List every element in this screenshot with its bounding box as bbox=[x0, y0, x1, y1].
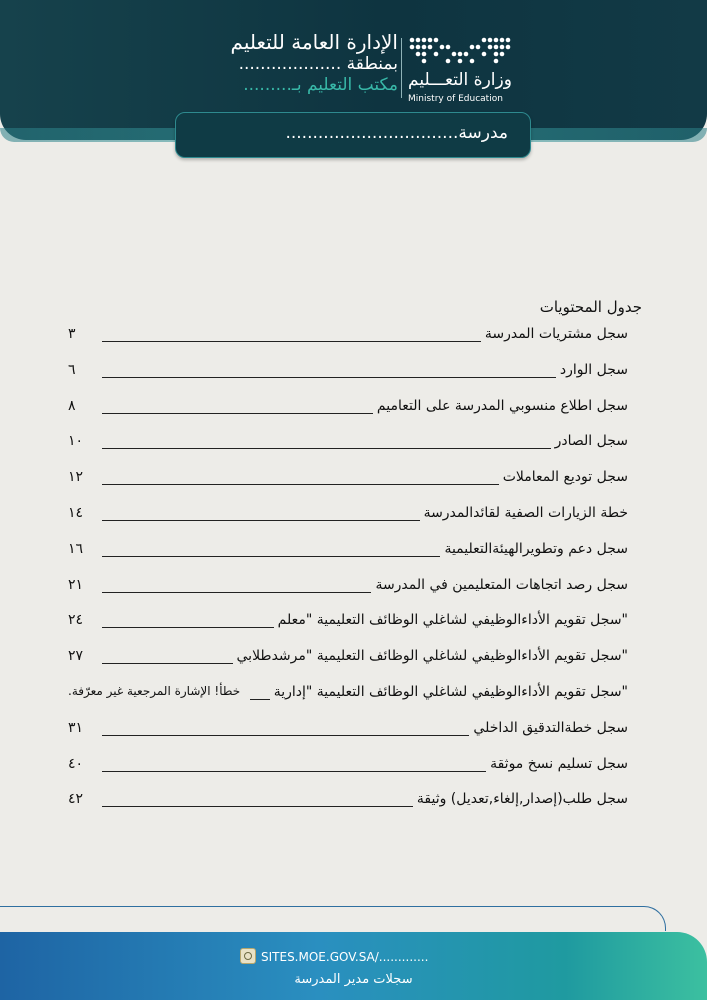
toc-entry-label: سجل مشتريات المدرسة bbox=[484, 326, 628, 342]
header-divider bbox=[401, 38, 402, 98]
toc-entry-label: سجل توديع المعاملات bbox=[502, 469, 628, 485]
toc-entry-page: ٢١ bbox=[68, 577, 84, 593]
toc-entry[interactable] bbox=[68, 791, 628, 813]
toc-entry-label: خطة الزيارات الصفية لقائدالمدرسة bbox=[423, 505, 628, 521]
toc-entry-label: "سجل تقويم الأداءالوظيفي لشاغلي الوظائف التعليمية "مرشدطلابي bbox=[236, 648, 628, 664]
toc-leader-line bbox=[102, 556, 440, 557]
toc-entry[interactable] bbox=[68, 648, 628, 670]
toc-entry-page: ٦ bbox=[68, 362, 76, 378]
toc-leader-line bbox=[102, 663, 233, 664]
toc-leader-line bbox=[102, 448, 551, 449]
office-line: مكتب التعليم بـ......... bbox=[243, 75, 398, 95]
toc-entry[interactable] bbox=[68, 577, 628, 599]
footer-url[interactable] bbox=[240, 948, 428, 964]
toc-entry-page: ٤٢ bbox=[68, 791, 84, 807]
toc-entry-label: سجل الوارد bbox=[559, 362, 628, 378]
toc-entry-page: ١٢ bbox=[68, 469, 84, 485]
toc-entry[interactable] bbox=[68, 541, 628, 563]
toc-leader-line bbox=[102, 341, 481, 342]
toc-entry-page: ٢٤ bbox=[68, 612, 84, 628]
toc-entry[interactable] bbox=[68, 469, 628, 491]
footer-divider-line bbox=[0, 906, 666, 931]
toc-leader-line bbox=[102, 771, 486, 772]
region-line: بمنطقة ................... bbox=[238, 54, 398, 74]
toc-entry[interactable] bbox=[68, 720, 628, 742]
ministry-name-english: Ministry of Education bbox=[408, 94, 503, 104]
footer-note: سجلات مدير المدرسة bbox=[294, 972, 413, 987]
toc-leader-line bbox=[102, 627, 274, 628]
toc-leader-line bbox=[102, 484, 499, 485]
toc-leader-line bbox=[102, 377, 556, 378]
ministry-logo bbox=[408, 36, 512, 108]
toc-entry-page: ٨ bbox=[68, 398, 76, 414]
globe-icon bbox=[240, 948, 256, 964]
footer-banner bbox=[0, 932, 707, 1000]
toc-entry-error: خطأ! الإشارة المرجعية غير معرّفة. bbox=[68, 684, 241, 698]
directorate-block bbox=[138, 30, 398, 96]
toc-entry-label: سجل طلب(إصدار,إلغاء,تعديل) وثيقة bbox=[416, 791, 628, 807]
toc-entry-label: "سجل تقويم الأداءالوظيفي لشاغلي الوظائف التعليمية "إدارية bbox=[273, 684, 628, 700]
toc-entry-label: سجل تسليم نسخ موثقة bbox=[490, 756, 628, 772]
toc-entry-label: سجل اطلاع منسوبي المدرسة على التعاميم bbox=[376, 398, 628, 414]
directorate-title: الإدارة العامة للتعليم bbox=[230, 30, 398, 54]
toc-leader-line bbox=[102, 735, 469, 736]
toc-entry-label: "سجل تقويم الأداءالوظيفي لشاغلي الوظائف التعليمية "معلم bbox=[277, 612, 628, 628]
toc-entry-label: سجل دعم وتطويرالهيئةالتعليمية bbox=[444, 541, 628, 557]
toc-entry[interactable] bbox=[68, 612, 628, 634]
toc-entry-page: ٣ bbox=[68, 326, 76, 342]
toc-entry-page: ٤٠ bbox=[68, 756, 84, 772]
toc-entry[interactable] bbox=[68, 505, 628, 527]
toc-entry-page: ٣١ bbox=[68, 720, 84, 736]
toc-leader-line bbox=[102, 592, 371, 593]
toc-entry-label: سجل خطةالتدقيق الداخلي bbox=[473, 720, 628, 736]
toc-entry-page: ١٦ bbox=[68, 541, 84, 557]
toc-title: جدول المحتويات bbox=[539, 298, 642, 316]
ministry-logo-dots-icon bbox=[408, 36, 512, 66]
school-name: مدرسة................................ bbox=[285, 123, 508, 143]
toc-entry[interactable] bbox=[68, 362, 628, 384]
toc-entry[interactable] bbox=[68, 398, 628, 420]
toc-leader-line bbox=[250, 699, 270, 700]
footer-url-text: SITES.MOE.GOV.SA/............. bbox=[261, 950, 429, 964]
toc-entry[interactable] bbox=[68, 756, 628, 778]
toc-leader-line bbox=[102, 806, 413, 807]
toc-entry-label: سجل رصد اتجاهات المتعليمين في المدرسة bbox=[375, 577, 628, 593]
toc-entry[interactable] bbox=[68, 433, 628, 455]
toc-entry-page: ١٠ bbox=[68, 433, 84, 449]
toc-entry[interactable] bbox=[68, 326, 628, 348]
ministry-name-arabic: وزارة التعـــليم bbox=[408, 70, 512, 90]
toc-entry-page: ١٤ bbox=[68, 505, 84, 521]
toc-entry[interactable] bbox=[68, 684, 628, 706]
toc-leader-line bbox=[102, 413, 373, 414]
toc-leader-line bbox=[102, 520, 420, 521]
toc-entry-label: سجل الصادر bbox=[554, 433, 628, 449]
school-name-box bbox=[175, 112, 531, 158]
toc-entry-page: ٢٧ bbox=[68, 648, 84, 664]
